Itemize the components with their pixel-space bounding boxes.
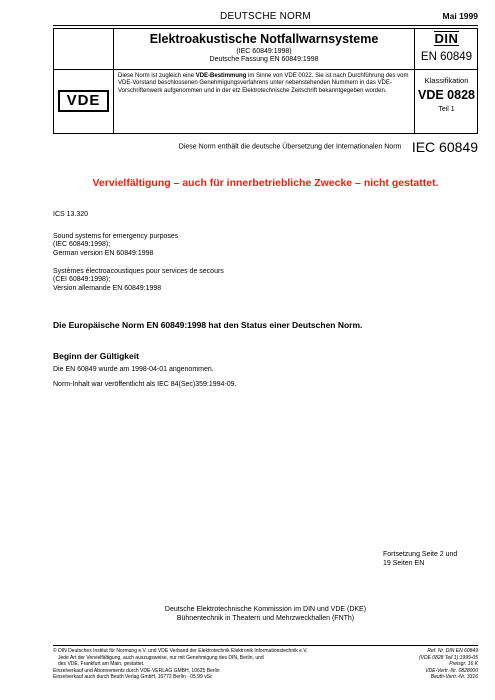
copy-warning: Vervielfältigung – auch für innerbetriebliche Zwecke – nicht gestattet. <box>92 177 439 189</box>
french-title-line2: (CEI 60849:1998); <box>53 276 111 284</box>
english-title-line3: German version EN 60849:1998 <box>53 249 154 257</box>
commission-line1: Deutsche Elektrotechnische Kommission im DIN und VDE (DKE) <box>164 606 367 613</box>
iec-number: IEC 60849 <box>411 138 478 155</box>
footer-rule <box>53 645 478 646</box>
footer-right-line3: Preisgr. 16 K <box>449 661 478 668</box>
intro-text: Diese Norm enthält die deutsche Übersetzung der Internationalen Norm <box>178 143 402 151</box>
french-title-block <box>53 268 224 293</box>
footer-left-line5: Einzelverkauf auch durch Beuth Verlag GmbH, 10772 Berlin · 05.99 vSc <box>53 674 213 681</box>
footer-left-line2: Jede Art der Vervielfältigung, auch auszugsweise, nur mit Genehmigung des DIN, Berlin, und <box>58 654 264 661</box>
publication-date: Mai 1999 <box>442 11 478 21</box>
french-title-line1: Systèmes électroacoustiques pour services de secours <box>53 268 224 275</box>
continuation-note <box>383 550 457 568</box>
french-title-line3: Version allemande EN 60849:1998 <box>53 284 162 292</box>
intro-line <box>179 138 478 156</box>
commission-line2: Bühnentechnik in Theatern und Mehrzweckhallen (FNTh) <box>176 614 355 622</box>
title-cell <box>114 29 414 69</box>
footer-right-line5: Beuth-Vertr.-Nr. 3316 <box>430 674 478 681</box>
english-title-block <box>53 233 178 258</box>
vde-description <box>118 73 412 95</box>
footer-left-line1: © DIN Deutsches Institut für Normung e.V. und VDE Verband der Elektrotechnik Elektronik Informationstechnik e.V. <box>53 648 308 654</box>
vde-cell <box>54 70 113 134</box>
description-bold: VDE-Bestimmung <box>195 73 247 79</box>
standard-title: Elektroakustische Notfallwarnsysteme <box>149 32 379 46</box>
vde-logo: VDE <box>58 90 109 112</box>
din-cell <box>415 29 478 69</box>
continuation-line1: Fortsetzung Seite 2 und <box>383 551 458 558</box>
footer-right-line1: Ref. Nr. DIN EN 60849 <box>427 648 478 654</box>
validity-line2: Norm-Inhalt war veröffentlicht als IEC 84(Sec)359:1994-09. <box>53 381 237 388</box>
footer-right-line4: VDE-Vertr.-Nr. 0828000 <box>425 667 478 674</box>
classification-part: Teil 1 <box>438 106 455 113</box>
classification-cell <box>415 70 478 134</box>
validity-heading: Beginn der Gültigkeit <box>53 351 139 361</box>
top-strip <box>53 10 478 26</box>
validity-line1: Die EN 60849 wurde am 1998-04-01 angenommen. <box>53 366 214 373</box>
english-title-line1: Sound systems for emergency purposes <box>53 233 179 240</box>
iec-reference: (IEC 60849:1998) <box>236 48 292 55</box>
header-box <box>53 28 478 134</box>
document-type-label: DEUTSCHE NORM <box>220 11 311 22</box>
footer-copyright <box>53 648 393 681</box>
din-number: EN 60849 <box>420 51 473 63</box>
classification-label: Klassifikation <box>424 76 469 85</box>
status-statement: Die Europäische Norm EN 60849:1998 hat den Status einer Deutschen Norm. <box>53 320 363 330</box>
footer-left-line3: des VDE, Frankfurt am Main, gestattet. <box>58 661 145 668</box>
ics-code: ICS 13.320 <box>53 211 89 218</box>
header-divider-horizontal <box>54 69 477 70</box>
footer-right-line2: (VDE 0828 Teil 1):1999-05 <box>418 654 478 661</box>
din-logo: DIN <box>434 31 459 46</box>
english-title-line2: (IEC 60849:1998); <box>53 241 111 249</box>
german-version: Deutsche Fassung EN 60849:1998 <box>209 56 319 63</box>
description-part2: im Sinne von VDE 0022. Sie ist nach Durchführung des vom VDE-Vorstand beschlossenen Genehmigungsverfahrens unter nebenstehenden Nummern in das VDE-Vorschriftenwerk aufgenommen und in der etz Elektrotechnische Zeitschrift bekanntgegeben worden. <box>118 73 409 94</box>
footer-left-line4: Einzelverkauf und Abonnements durch VDE-VERLAG GMBH, 10625 Berlin <box>53 667 220 674</box>
footer-reference <box>419 648 478 681</box>
commission-block <box>53 606 478 623</box>
continuation-line2: 19 Seiten EN <box>383 560 425 567</box>
classification-number: VDE 0828 <box>418 88 475 102</box>
description-part1: Diese Norm ist zugleich eine <box>118 73 196 79</box>
